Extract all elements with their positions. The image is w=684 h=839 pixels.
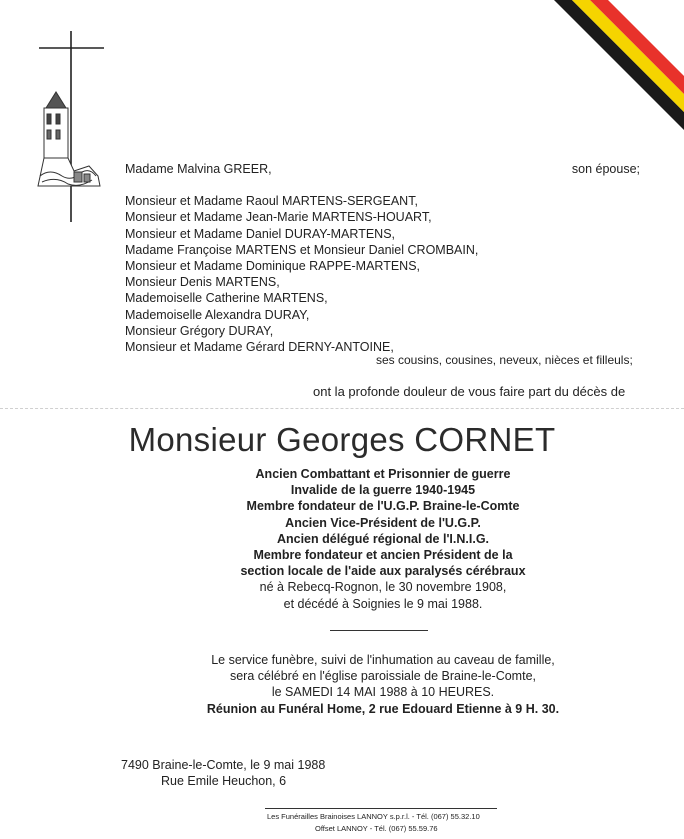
church-tower-icon bbox=[38, 92, 100, 186]
deceased-title: Invalide de la guerre 1940-1945 bbox=[290, 483, 476, 498]
deceased-name: Monsieur Georges CORNET bbox=[128, 421, 556, 458]
birth-info: né à Rebecq-Rognon, le 30 novembre 1908, bbox=[259, 580, 507, 595]
death-info: et décédé à Soignies le 9 mai 1988. bbox=[283, 596, 483, 611]
family-member: Mademoiselle Alexandra DURAY, bbox=[125, 307, 310, 322]
deceased-titles bbox=[0, 466, 684, 612]
service-meeting: Réunion au Funéral Home, 2 rue Edouard Etienne à 9 H. 30. bbox=[206, 701, 560, 716]
belgian-flag-ribbon bbox=[554, 0, 684, 130]
deceased-title: Membre fondateur et ancien Président de la bbox=[253, 548, 513, 563]
family-member: Monsieur et Madame Gérard DERNY-ANTOINE, bbox=[125, 340, 394, 355]
family-member: Monsieur et Madame Jean-Marie MARTENS-HOUART, bbox=[125, 210, 432, 225]
service-info bbox=[0, 652, 684, 717]
family-member-name: Madame Malvina GREER, bbox=[125, 162, 272, 176]
cross-with-church-icon bbox=[34, 26, 124, 226]
family-member: Monsieur et Madame Dominique RAPPE-MARTENS, bbox=[125, 259, 421, 274]
address-city-date: Braine-le-Comte, le 9 mai 1988 bbox=[152, 758, 326, 772]
service-line: Le service funèbre, suivi de l'inhumation au caveau de famille, bbox=[211, 653, 555, 667]
family-list bbox=[125, 161, 645, 355]
service-date: le SAMEDI 14 MAI 1988 à 10 HEURES. bbox=[271, 685, 495, 700]
family-member: Monsieur et Madame Daniel DURAY-MARTENS, bbox=[125, 226, 396, 241]
deceased-title: Membre fondateur de l'U.G.P. Braine-le-Comte bbox=[246, 499, 520, 514]
family-relation: son épouse; bbox=[571, 162, 640, 176]
deceased-title: Ancien délégué régional de l'I.N.I.G. bbox=[276, 531, 490, 546]
family-member: Monsieur et Madame Raoul MARTENS-SERGEANT, bbox=[125, 194, 418, 209]
family-member: Monsieur Denis MARTENS, bbox=[125, 275, 280, 290]
family-address bbox=[121, 757, 325, 789]
footer-rule bbox=[265, 808, 497, 809]
family-member: Mademoiselle Catherine MARTENS, bbox=[125, 291, 328, 306]
family-member: Monsieur Grégory DURAY, bbox=[125, 323, 274, 338]
announcement-text: ont la profonde douleur de vous faire part du décès de bbox=[313, 384, 626, 399]
footer-line-1: Les Funérailles Brainoises LANNOY s.p.r.l. - Tél. (067) 55.32.10 bbox=[267, 812, 480, 821]
family-member: Madame Françoise MARTENS et Monsieur Daniel CROMBAIN, bbox=[125, 242, 479, 257]
address-street: Rue Emile Heuchon, 6 bbox=[161, 774, 287, 789]
printer-footer bbox=[265, 811, 535, 835]
separator-line bbox=[330, 630, 428, 631]
deceased-title: Ancien Combattant et Prisonnier de guerre bbox=[255, 467, 511, 481]
family-others: ses cousins, cousines, neveux, nièces et filleuls; bbox=[376, 353, 633, 367]
footer-line-2: Offset LANNOY - Tél. (067) 55.59.76 bbox=[315, 824, 438, 833]
service-line: sera célébré en l'église paroissiale de Braine-le-Comte, bbox=[229, 669, 536, 684]
deceased-title: Ancien Vice-Président de l'U.G.P. bbox=[285, 515, 481, 530]
deceased-title: section locale de l'aide aux paralysés cérébraux bbox=[240, 564, 526, 579]
postcode: 7490 bbox=[121, 758, 149, 772]
family-member-first bbox=[125, 161, 645, 177]
fold-line bbox=[0, 408, 684, 409]
